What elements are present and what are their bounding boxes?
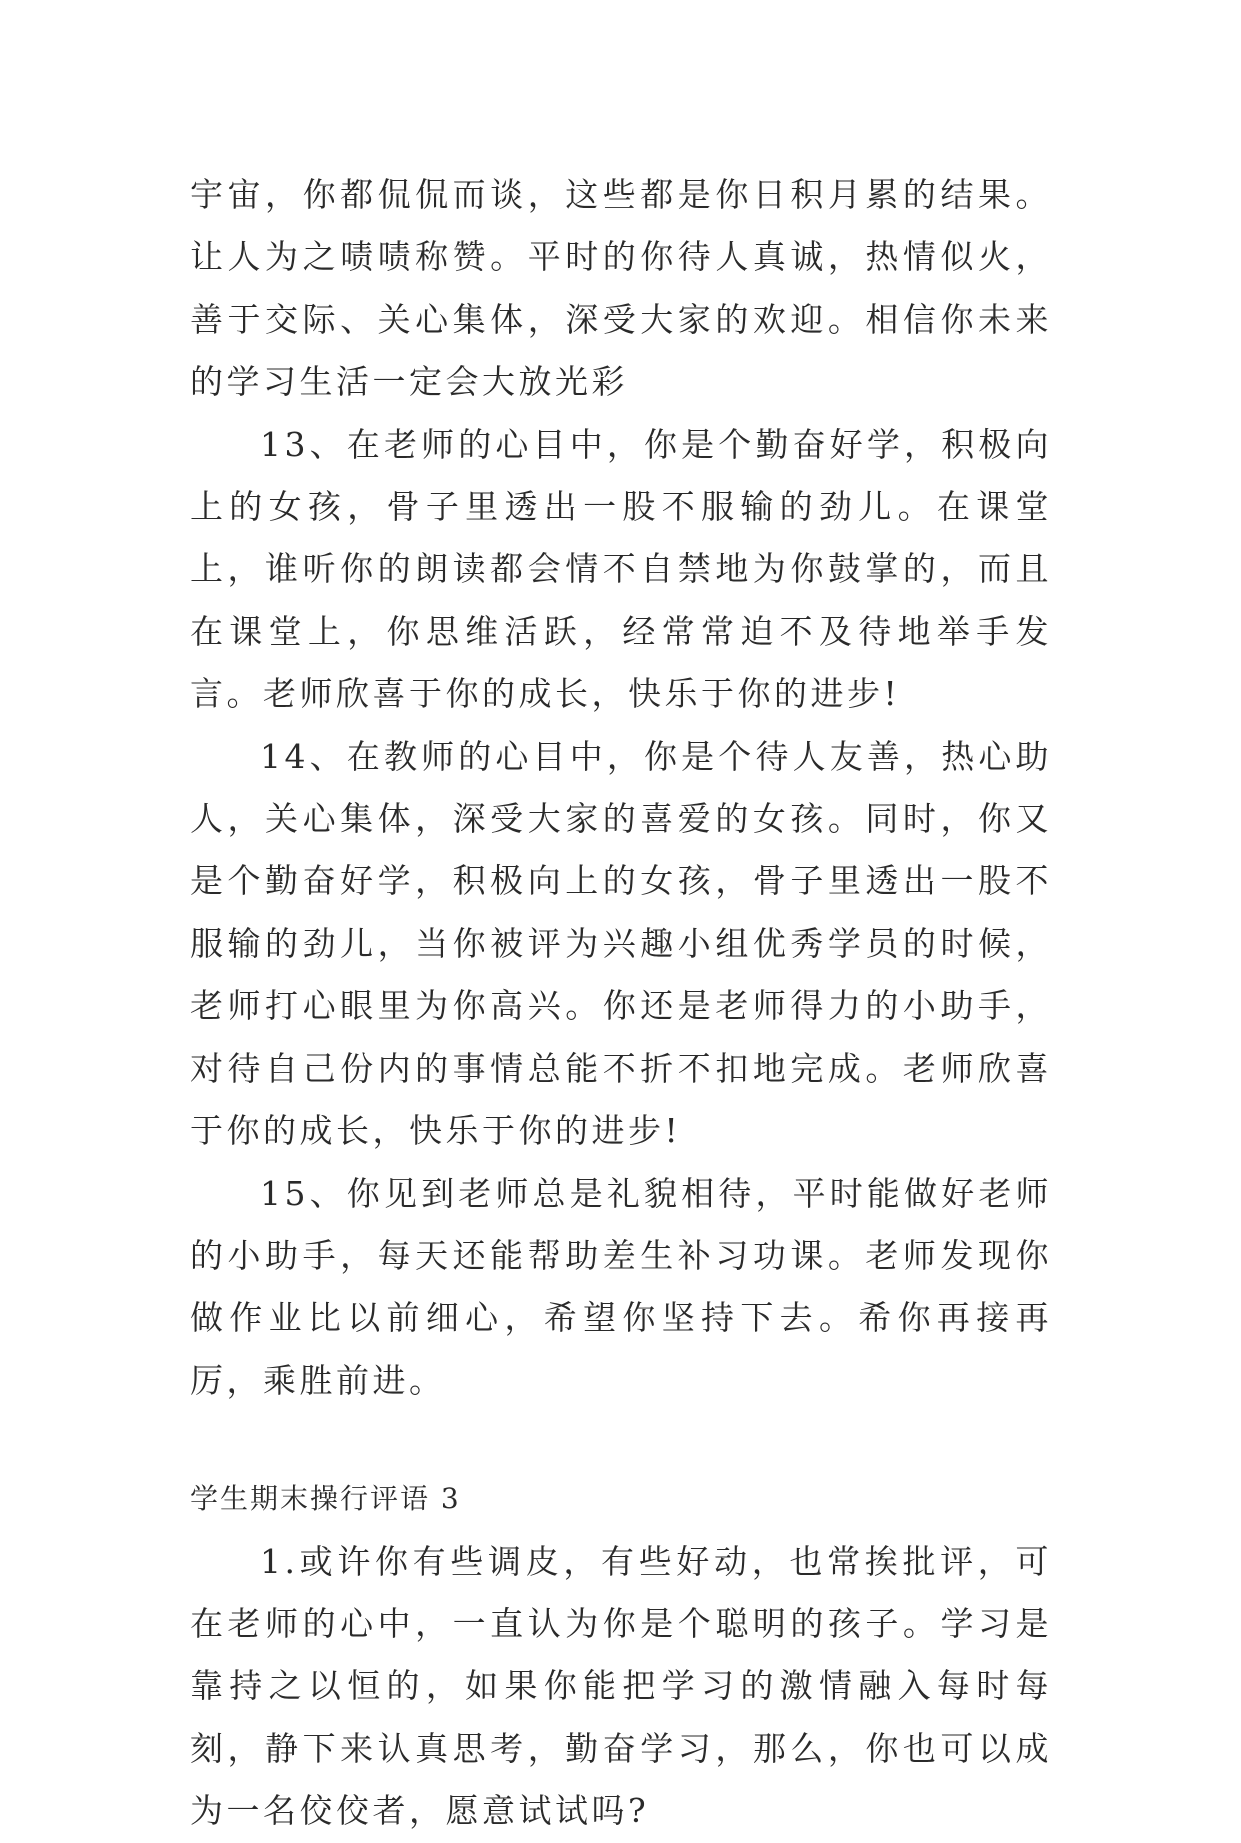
section-spacer: [190, 1412, 1052, 1468]
paragraph-14: 14、在教师的心目中，你是个待人友善，热心助人，关心集体，深受大家的喜爱的女孩。同时，你又是个勤奋好学，积极向上的女孩，骨子里透出一股不服输的劲儿，当你被评为兴趣小组优秀学员的时候，老师打心眼里为你高兴。你还是老师得力的小助手，对待自己份内的事情总能不折不扣地完成。老师欣喜于你的成长，快乐于你的进步!: [190, 736, 1052, 1151]
section-heading: 学生期末操行评语 3: [190, 1482, 461, 1516]
paragraph-section3-1: 1.或许你有些调皮，有些好动，也常挨批评，可在老师的心中，一直认为你是个聪明的孩子。学习是靠持之以恒的，如果你能把学习的激情融入每时每刻，静下来认真思考，勤奋学习，那么，你也可以成为一名佼佼者，愿意试试吗?: [190, 1541, 1052, 1831]
paragraph-continued: 宇宙，你都侃侃而谈，这些都是你日积月累的结果。让人为之啧啧称赞。平时的你待人真诚，热情似火，善于交际、关心集体，深受大家的欢迎。相信你未来的学习生活一定会大放光彩: [190, 175, 1052, 402]
paragraph-15: 15、你见到老师总是礼貌相待，平时能做好老师的小助手，每天还能帮助差生补习功课。老师发现你做作业比以前细心，希望你坚持下去。希你再接再厉，乘胜前进。: [190, 1173, 1052, 1400]
document-page: [190, 164, 1052, 1843]
paragraph-13: 13、在老师的心目中，你是个勤奋好学，积极向上的女孩，骨子里透出一股不服输的劲儿。在课堂上，谁听你的朗读都会情不自禁地为你鼓掌的，而且在课堂上，你思维活跃，经常常迫不及待地举手发言。老师欣喜于你的成长，快乐于你的进步!: [190, 424, 1052, 714]
